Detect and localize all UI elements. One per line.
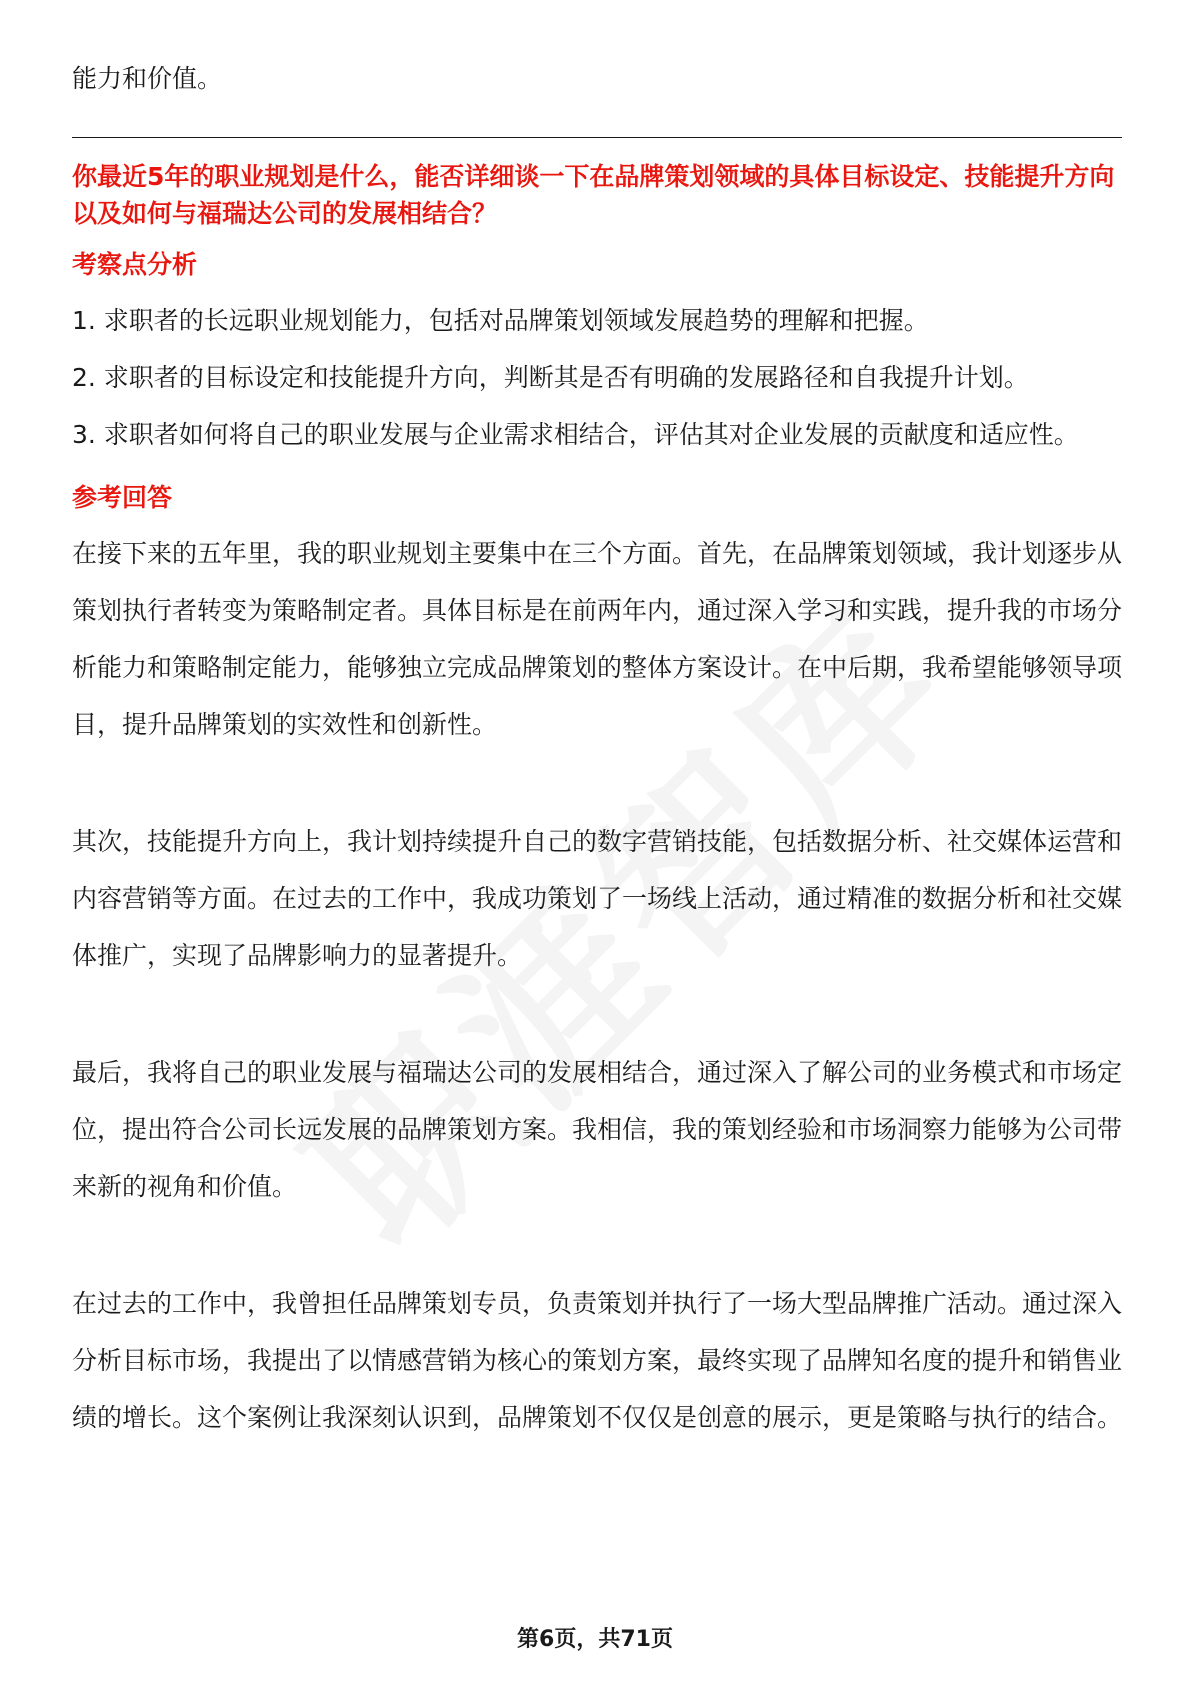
answer-paragraph-3: 最后，我将自己的职业发展与福瑞达公司的发展相结合，通过深入了解公司的业务模式和市场定位，提出符合公司长远发展的品牌策划方案。我相信，我的策划经验和市场洞察力能够为公司带来新的视角和价值。 bbox=[72, 1058, 1123, 1201]
interview-question: 你最近5年的职业规划是什么，能否详细谈一下在品牌策划领域的具体目标设定、技能提升方向以及如何与福瑞达公司的发展相结合？ bbox=[72, 162, 1115, 228]
answer-paragraph-2: 其次，技能提升方向上，我计划持续提升自己的数字营销技能，包括数据分析、社交媒体运营和内容营销等方面。在过去的工作中，我成功策划了一场线上活动，通过精准的数据分析和社交媒体推广，实现了品牌影响力的显著提升。 bbox=[72, 827, 1123, 970]
answer-paragraph-1: 在接下来的五年里，我的职业规划主要集中在三个方面。首先，在品牌策划领域，我计划逐步从策划执行者转变为策略制定者。具体目标是在前两年内，通过深入学习和实践，提升我的市场分析能力和策略制定能力，能够独立完成品牌策划的整体方案设计。在中后期，我希望能够领导项目，提升品牌策划的实效性和创新性。 bbox=[72, 539, 1123, 739]
answer-paragraph-4: 在过去的工作中，我曾担任品牌策划专员，负责策划并执行了一场大型品牌推广活动。通过深入分析目标市场，我提出了以情感营销为核心的策划方案，最终实现了品牌知名度的提升和销售业绩的增长。这个案例让我深刻认识到，品牌策划不仅仅是创意的展示，更是策略与执行的结合。 bbox=[72, 1289, 1123, 1432]
intro-tail-text: 能力和价值。 bbox=[72, 64, 223, 93]
section-divider bbox=[72, 137, 1122, 138]
page-content bbox=[72, 50, 1122, 1446]
analysis-item-3: 3. 求职者如何将自己的职业发展与企业需求相结合，评估其对企业发展的贡献度和适应性。 bbox=[72, 420, 1079, 449]
analysis-item-2: 2. 求职者的目标设定和技能提升方向，判断其是否有明确的发展路径和自我提升计划。 bbox=[72, 363, 1029, 392]
answer-heading: 参考回答 bbox=[72, 483, 173, 512]
analysis-section bbox=[72, 240, 1122, 463]
answer-section bbox=[72, 473, 1122, 1446]
analysis-item-1: 1. 求职者的长远职业规划能力，包括对品牌策划领域发展趋势的理解和把握。 bbox=[72, 306, 929, 335]
page-number-footer: 第6页，共71页 bbox=[517, 1627, 673, 1652]
analysis-heading: 考察点分析 bbox=[72, 250, 198, 279]
